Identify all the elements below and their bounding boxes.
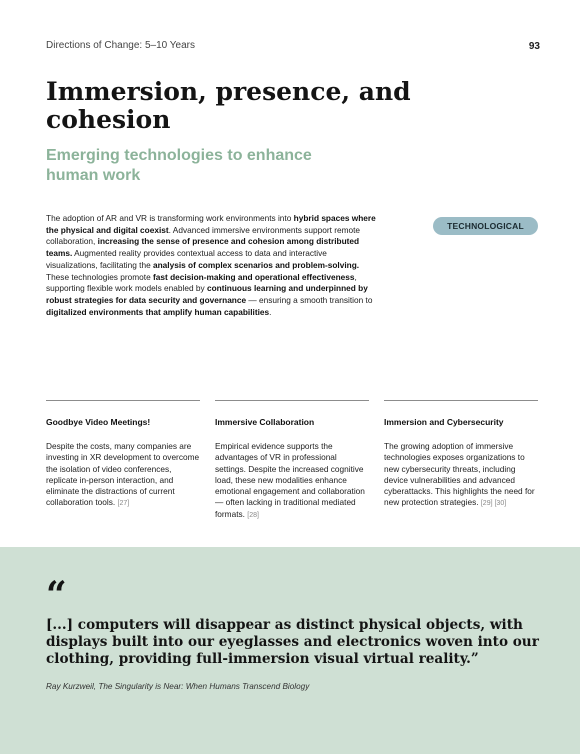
intro-text: These technologies promote [46,271,154,282]
column-goodbye-video-meetings [46,400,200,510]
column-heading: Immersive Collaboration [215,417,315,427]
category-tag: TECHNOLOGICAL [433,217,538,235]
intro-emphasis: analysis of complex scenarios and problem-solving. [153,259,360,270]
intro-text: . [269,306,272,317]
page-title: Immersion, presence, and cohesion [46,77,411,134]
intro-emphasis: increasing the sense of presence and cohesion among distributed teams. [46,236,360,259]
page-subtitle: Emerging technologies to enhance human work [46,147,312,184]
intro-emphasis: hybrid spaces where the physical and digital coexist [46,213,376,235]
column-immersive-collaboration [215,400,369,521]
intro-text: , supporting flexible work models enabled by [46,271,357,294]
reference-marker: [29] [30] [480,500,507,508]
intro-emphasis: continuous learning and underpinned by robust strategies for data security and governance [46,283,368,305]
quote-band [0,547,580,754]
quote-mark-icon: “ [46,574,67,616]
intro-text: — ensuring a smooth transition to [246,294,373,305]
intro-text: The adoption of AR and VR is transforming work environments into [46,213,294,223]
column-immersion-and-cybersecurity [384,400,538,510]
reference-marker: [27] [117,500,130,508]
column-body: Despite the costs, many companies are investing in XR development to overcome the isolation of video conferences, replicate in-person interaction, and eliminate the distractions of current collaboration tools. [27] [46,441,200,508]
section-header: Directions of Change: 5–10 Years [46,40,195,51]
column-heading: Immersion and Cybersecurity [384,417,504,427]
quote-source: Ray Kurzweil, The Singularity is Near: When Humans Transcend Biology [46,682,310,691]
intro-text: . Advanced immersive environments support remote collaboration, [46,224,361,247]
quote-text: [...] computers will disappear as distinct physical objects, with displays built into our eyeglasses and electronics woven into our clothing, providing full-immersion visual virtual reality.” [46,617,539,667]
intro-paragraph [46,213,376,318]
reference-marker: [28] [247,511,259,519]
intro-emphasis: fast decision-making and operational effectiveness [153,271,355,282]
column-body: Empirical evidence supports the advantages of VR in professional settings. Despite the increased cognitive load, these new modalities enhance emotional engagement and collaboration — often lacking in traditional mediated formats. [28] [215,441,365,519]
column-body: The growing adoption of immersive technologies exposes organizations to new cybersecurity threats, including device vulnerabilities and advanced cyberattacks. This highlights the need for new protection strategies. [29] [30] [384,441,535,508]
page-number: 93 [528,41,540,52]
column-heading: Goodbye Video Meetings! [46,417,151,427]
intro-text: Augmented reality provides contextual access to data and interactive visualizations, facilitating the [46,248,327,270]
intro-emphasis: digitalized environments that amplify human capabilities [46,306,270,317]
